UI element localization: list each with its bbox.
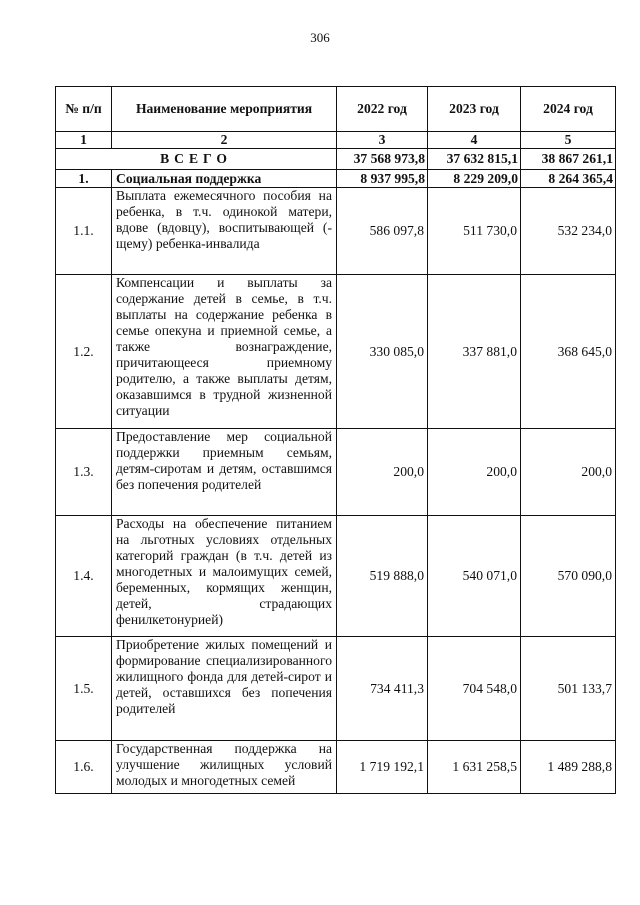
row-value-2024: 570 090,0: [521, 516, 616, 637]
row-value-2023: 337 881,0: [428, 275, 521, 429]
section-name: Социальная поддержка: [112, 170, 337, 188]
row-value-2024: 501 133,7: [521, 637, 616, 741]
total-value-2022: 37 568 973,8: [337, 149, 428, 170]
column-number: 1: [56, 132, 112, 149]
row-name: Расходы на обеспечение питанием на льготных условиях отдельных категорий граждан (в т.ч. детей из многодетных и малоимущих семей, беременных, кормящих женщин, детей, страдающих фенилкетонурией): [112, 516, 337, 637]
column-number: 4: [428, 132, 521, 149]
column-number: 3: [337, 132, 428, 149]
row-value-2024: 1 489 288,8: [521, 741, 616, 794]
table-row: [56, 637, 616, 741]
column-number: 2: [112, 132, 337, 149]
row-value-2023: 200,0: [428, 429, 521, 516]
row-value-2024: 368 645,0: [521, 275, 616, 429]
total-value-2024: 38 867 261,1: [521, 149, 616, 170]
header-2024: 2024 год: [521, 87, 616, 132]
row-value-2023: 704 548,0: [428, 637, 521, 741]
page-number: 306: [310, 30, 330, 45]
section-value-2022: 8 937 995,8: [337, 170, 428, 188]
table-row: [56, 275, 616, 429]
row-value-2024: 532 234,0: [521, 188, 616, 275]
row-name: Приобретение жилых помещений и формирование специализированного жилищного фонда для детей-сирот и детей, оставшихся без попечения родителей: [112, 637, 337, 741]
row-value-2024: 200,0: [521, 429, 616, 516]
column-number: 5: [521, 132, 616, 149]
row-number: 1.1.: [56, 188, 112, 275]
total-row: [56, 149, 616, 170]
header-name: Наименование мероприятия: [112, 87, 337, 132]
section-value-2023: 8 229 209,0: [428, 170, 521, 188]
table-header-row: [56, 87, 616, 132]
row-name: Государственная поддержка на улучшение жилищных условий молодых и многодетных семей: [112, 741, 337, 794]
section-number: 1.: [56, 170, 112, 188]
row-value-2022: 200,0: [337, 429, 428, 516]
total-label: ВСЕГО: [56, 149, 337, 170]
section-value-2024: 8 264 365,4: [521, 170, 616, 188]
row-value-2023: 511 730,0: [428, 188, 521, 275]
row-number: 1.4.: [56, 516, 112, 637]
column-numbers-row: [56, 132, 616, 149]
row-value-2022: 586 097,8: [337, 188, 428, 275]
section-row: [56, 170, 616, 188]
table-row: [56, 741, 616, 794]
row-number: 1.3.: [56, 429, 112, 516]
row-value-2022: 734 411,3: [337, 637, 428, 741]
total-value-2023: 37 632 815,1: [428, 149, 521, 170]
row-number: 1.2.: [56, 275, 112, 429]
row-name: Предоставление мер социальной поддержки приемным семьям, детям-сиротам и детям, оставшимся без попечения родителей: [112, 429, 337, 516]
row-number: 1.5.: [56, 637, 112, 741]
header-2022: 2022 год: [337, 87, 428, 132]
row-value-2023: 540 071,0: [428, 516, 521, 637]
row-name: Компенсации и выплаты за содержание детей в семье, в т.ч. выплаты на содержание ребенка в семье опекуна и приемной семье, а также вознаграждение, причитающееся приемному родителю, а также выплаты детям, оказавшимся в трудной жизненной ситуации: [112, 275, 337, 429]
row-value-2022: 1 719 192,1: [337, 741, 428, 794]
budget-table: [55, 86, 616, 794]
table-row: [56, 188, 616, 275]
table-row: [56, 516, 616, 637]
header-number: № п/п: [56, 87, 112, 132]
row-value-2022: 330 085,0: [337, 275, 428, 429]
row-name: Выплата ежемесячного пособия на ребенка, в т.ч. одинокой матери, вдове (вдовцу), воспитывающей (-щему) ребенка-инвалида: [112, 188, 337, 275]
table-row: [56, 429, 616, 516]
row-number: 1.6.: [56, 741, 112, 794]
row-value-2023: 1 631 258,5: [428, 741, 521, 794]
row-value-2022: 519 888,0: [337, 516, 428, 637]
header-2023: 2023 год: [428, 87, 521, 132]
